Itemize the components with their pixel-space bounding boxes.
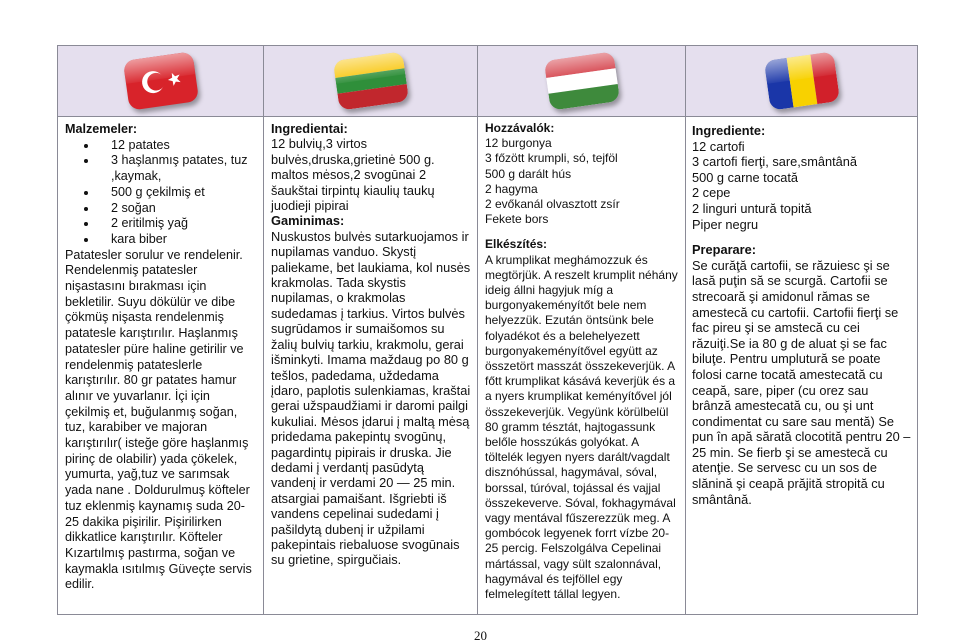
turkish-ingredient-list	[65, 138, 257, 248]
recipe-cell-turkish	[58, 117, 264, 615]
romanian-heading-method: Preparare:	[692, 242, 757, 258]
list-item: kara biber	[93, 232, 257, 248]
lithuanian-heading-ingredients: Ingredientai:	[271, 121, 348, 136]
list-item: 3 főzött krumpli, só, tejföl	[485, 151, 618, 166]
list-item: 12 patates	[93, 138, 257, 154]
list-item: Fekete bors	[485, 212, 549, 227]
list-item: 2 linguri untură topită	[692, 200, 812, 216]
lithuanian-ingredients: 12 bulvių,3 virtos bulvės,druska,grietinė 500 g. maltos mėsos,2 svogūnai 2 šaukštai tirpintų kiaulių taukų juodieji pipirai	[271, 136, 435, 214]
list-item: 12 burgonya	[485, 136, 552, 151]
flag-cell-romania	[686, 46, 918, 117]
list-item: 500 g darált hús	[485, 166, 572, 181]
list-item: Piper negru	[692, 216, 759, 232]
list-item: 12 cartofi	[692, 138, 745, 154]
romanian-heading-ingredients: Ingrediente:	[692, 123, 766, 138]
list-item: 3 haşlanmış patates, tuz ,kaymak,	[93, 153, 257, 184]
hungarian-heading-ingredients: Hozzávalók:	[485, 121, 555, 135]
list-item: 2 hagyma	[485, 181, 538, 196]
recipe-cell-romanian	[686, 117, 918, 615]
recipe-cell-hungarian	[478, 117, 686, 615]
romanian-instructions: Se curăţă cartofii, se răzuiesc şi se lasă puţin să se scurgă. Cartofii se strecoară şi amidonul rămas se amestecă cu cartofii. Cartofii fierţi se fac pireu şi se amstecă cu cei răzuiţi.Se ia 80 g de aluat şi se fac biluţe. Pentru umplutură se poate folosi carne tocată amestecată cu ceapă, sare, piper (cu orez sau brânză amestecată cu, ou şi unt condimentat cu sare sau mentă) Se pun în apă sărată clocotită pentru 20 – 25 min. Se fierb şi se amestecă cu atenţie. Se servesc cu un sos de slănină şi ceapă prăjită stropită cu smântână.	[692, 257, 911, 507]
flag-cell-turkey	[58, 46, 264, 117]
lithuania-flag-icon	[332, 51, 408, 110]
list-item: 2 eritilmiş yağ	[93, 216, 257, 232]
flag-cell-lithuania	[264, 46, 478, 117]
list-item: 2 cepe	[692, 185, 731, 201]
flag-cell-hungary	[478, 46, 686, 117]
hungarian-instructions: A krumplikat meghámozzuk és megtörjük. A reszelt krumplit néhány ideig állni hagyjuk míg a burgonyakeményítőt bele nem helyezzük. Ezután öntsünk bele folyadékot és a belehelyezett burgonyakeményítővel együtt az összetört masszát összekeverjük. A főtt krumplikat kásává keverjük és a a nyers krumplikat keményítővel jól összekeverjük. Vegyünk körülbelül 80 gramm tésztát, hajtogassunk belőle hosszúkás golyókat. A töltelék legyen nyers darált/vagdalt disznóhússal, hagymával, sóval, borssal, túróval, tojással és vajjal összekeverve. Sóval, fokhagymával vagy mentával fűszerezzük meg. A gombócok legyenek forrt vízbe 20-25 percig. Felszolgálva Cepelinai mártással, vagy sült szalonnával, hagymával és tejföllel egy felmelegített tállal legyen.	[485, 252, 678, 602]
turkish-heading: Malzemeler:	[65, 122, 138, 136]
page-number: 20	[474, 628, 487, 643]
lithuanian-instructions: Nuskustos bulvės sutarkuojamos ir nupilamas vanduo. Skystį paliekame, bet laukiama, kol nusės krakmolas. Tada skystis nupilamas, o krakmolas sudedamas į tarkius. Virtos bulvės sugrūdamos ir sumaišomos su žalių bulvių tarkiu, krakmolu, gerai išminkyti. Imama maždaug po 80 g tešlos, padedama, uždedama įdaro, paplotis sulenkiamas, kraštai gerai užspaudžiami ir daromi pailgi kukuliai. Mėsos įdarui į maltą mėsą pridedama pakepintų svogūnų, pagardintų pipirais ir druska. Jie dedami į verdantį pasūdytą vandenį ir verdami 20 — 25 min. atsargiai pamaišant. Išgriebti iš vandens cepelinai sudedami į pašildytą dubenį ir užpilami pakepintais riebaluose svogūnais su grietine, spirgučiais.	[271, 228, 471, 568]
hungarian-heading-method: Elkészítés:	[485, 237, 548, 252]
turkey-flag-icon	[122, 51, 198, 110]
list-item: 3 cartofi fierţi, sare,smântână	[692, 154, 858, 170]
list-item: 2 soğan	[93, 201, 257, 217]
recipe-table	[57, 45, 918, 615]
list-item: 2 evőkanál olvasztott zsír	[485, 197, 620, 212]
recipe-cell-lithuanian	[264, 117, 478, 615]
list-item: 500 g carne tocată	[692, 169, 799, 185]
hungary-flag-icon	[543, 51, 619, 110]
list-item: 500 g çekilmiş et	[93, 185, 257, 201]
lithuanian-heading-method: Gaminimas:	[271, 213, 345, 229]
romania-flag-icon	[763, 51, 839, 110]
turkish-instructions: Patatesler sorulur ve rendelenir. Rendelenmiş patatesler nişastasını bırakması için bekletilir. Suyu dökülür ve dibe çökmüş nişasta rendelenmiş patatesle karıştırılır. Haşlanmış patatesler püre haline getirilir ve rendelenmiş patateslerle karıştırılır. 80 gr patates hamur alınır ve yuvarlanır. İçi için çekilmiş et, buğulanmış soğan, tuz, karabiber ve majoran karıştırılır( isteğe göre haşlanmış pirinç de olabilir) yada çökelek, yumurta, yağ,tuz ve sarımsak yada nane . Doldurulmuş köfteler tuz eklenmiş kaynamış suda 20-25 dakika pişirilir. Pişirilirken dikkatlice karıştırılır. Köfteler Kızartılmış pastırma, soğan ve kaymakla ısıtılmış Güveçte servis edilir.	[65, 247, 252, 592]
